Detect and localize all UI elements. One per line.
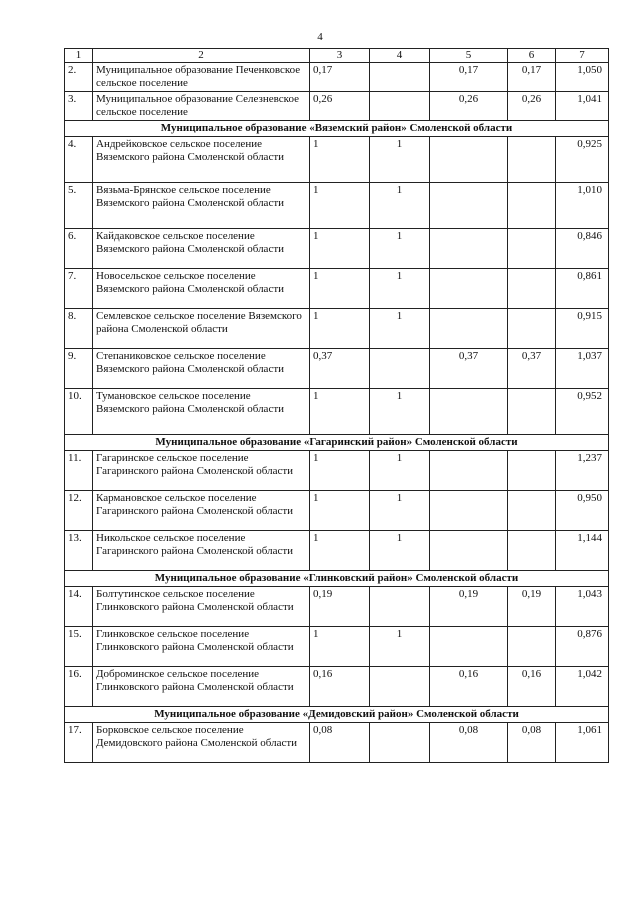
- value-cell-col5: [430, 229, 508, 269]
- value-cell-col5: [430, 531, 508, 571]
- settlement-name-cell: Глинковское сельское поселение Глинковского района Смоленской области: [93, 627, 310, 667]
- value-cell-col6: [508, 531, 556, 571]
- value-cell-col3: 0,08: [310, 723, 370, 763]
- value-cell-col7: 1,042: [556, 667, 609, 707]
- page-number: 4: [317, 31, 323, 43]
- table-row: [65, 92, 609, 121]
- value-cell-col7: 0,861: [556, 269, 609, 309]
- row-number-cell: 15.: [65, 627, 93, 667]
- table-row: [65, 63, 609, 92]
- value-cell-col3: 0,17: [310, 63, 370, 92]
- settlement-name-cell: Муниципальное образование Селезневское сельское поселение: [93, 92, 310, 121]
- value-cell-col5: [430, 451, 508, 491]
- settlement-name-cell: Доброминское сельское поселение Глинковского района Смоленской области: [93, 667, 310, 707]
- settlement-name-cell: Вязьма-Брянское сельское поселение Вяземского района Смоленской области: [93, 183, 310, 229]
- value-cell-col4: [370, 723, 430, 763]
- value-cell-col7: 1,237: [556, 451, 609, 491]
- table-row: [65, 183, 609, 229]
- value-cell-col3: 1: [310, 627, 370, 667]
- value-cell-col6: 0,08: [508, 723, 556, 763]
- value-cell-col4: 1: [370, 309, 430, 349]
- value-cell-col5: 0,19: [430, 587, 508, 627]
- value-cell-col6: 0,26: [508, 92, 556, 121]
- settlement-name-cell: Кайдаковское сельское поселение Вяземского района Смоленской области: [93, 229, 310, 269]
- settlement-name-cell: Гагаринское сельское поселение Гагаринского района Смоленской области: [93, 451, 310, 491]
- coefficients-table: [64, 48, 609, 763]
- value-cell-col4: [370, 587, 430, 627]
- table-row: [65, 451, 609, 491]
- settlement-name-cell: Болтутинское сельское поселение Глинковского района Смоленской области: [93, 587, 310, 627]
- value-cell-col4: 1: [370, 491, 430, 531]
- settlement-name-cell: Семлевское сельское поселение Вяземского района Смоленской области: [93, 309, 310, 349]
- column-number: 4: [370, 49, 430, 63]
- value-cell-col5: 0,08: [430, 723, 508, 763]
- value-cell-col4: 1: [370, 451, 430, 491]
- section-header-row: [65, 121, 609, 137]
- value-cell-col4: 1: [370, 627, 430, 667]
- value-cell-col5: [430, 309, 508, 349]
- settlement-name-cell: Борковское сельское поселение Демидовского района Смоленской области: [93, 723, 310, 763]
- value-cell-col7: 0,952: [556, 389, 609, 435]
- value-cell-col6: 0,16: [508, 667, 556, 707]
- value-cell-col5: [430, 627, 508, 667]
- value-cell-col5: [430, 137, 508, 183]
- table-row: [65, 137, 609, 183]
- row-number-cell: 14.: [65, 587, 93, 627]
- value-cell-col7: 1,061: [556, 723, 609, 763]
- value-cell-col3: 1: [310, 389, 370, 435]
- value-cell-col7: 1,041: [556, 92, 609, 121]
- row-number-cell: 7.: [65, 269, 93, 309]
- section-header-row: [65, 707, 609, 723]
- value-cell-col7: 0,876: [556, 627, 609, 667]
- column-number: 1: [65, 49, 93, 63]
- value-cell-col5: [430, 183, 508, 229]
- value-cell-col4: 1: [370, 389, 430, 435]
- value-cell-col6: [508, 309, 556, 349]
- table-row: [65, 389, 609, 435]
- value-cell-col4: [370, 92, 430, 121]
- value-cell-col5: [430, 269, 508, 309]
- value-cell-col6: [508, 627, 556, 667]
- value-cell-col3: 1: [310, 491, 370, 531]
- row-number-cell: 2.: [65, 63, 93, 92]
- value-cell-col3: 0,19: [310, 587, 370, 627]
- value-cell-col7: 1,144: [556, 531, 609, 571]
- value-cell-col7: 1,043: [556, 587, 609, 627]
- value-cell-col3: 1: [310, 269, 370, 309]
- value-cell-col4: [370, 63, 430, 92]
- value-cell-col4: 1: [370, 137, 430, 183]
- value-cell-col6: 0,17: [508, 63, 556, 92]
- column-number: 6: [508, 49, 556, 63]
- settlement-name-cell: Муниципальное образование Печенковское сельское поселение: [93, 63, 310, 92]
- table-row: [65, 309, 609, 349]
- value-cell-col5: 0,37: [430, 349, 508, 389]
- value-cell-col6: [508, 389, 556, 435]
- column-number: 2: [93, 49, 310, 63]
- value-cell-col6: [508, 491, 556, 531]
- column-number: 7: [556, 49, 609, 63]
- value-cell-col4: 1: [370, 269, 430, 309]
- settlement-name-cell: Новосельское сельское поселение Вяземского района Смоленской области: [93, 269, 310, 309]
- section-header-row: [65, 435, 609, 451]
- row-number-cell: 17.: [65, 723, 93, 763]
- table-row: [65, 723, 609, 763]
- row-number-cell: 12.: [65, 491, 93, 531]
- settlement-name-cell: Кармановское сельское поселение Гагаринского района Смоленской области: [93, 491, 310, 531]
- value-cell-col4: [370, 349, 430, 389]
- table-row: [65, 229, 609, 269]
- row-number-cell: 3.: [65, 92, 93, 121]
- value-cell-col4: 1: [370, 531, 430, 571]
- value-cell-col3: 0,16: [310, 667, 370, 707]
- value-cell-col4: 1: [370, 229, 430, 269]
- value-cell-col6: 0,37: [508, 349, 556, 389]
- value-cell-col5: [430, 389, 508, 435]
- value-cell-col3: 1: [310, 137, 370, 183]
- value-cell-col3: 1: [310, 309, 370, 349]
- settlement-name-cell: Степаниковское сельское поселение Вяземского района Смоленской области: [93, 349, 310, 389]
- value-cell-col4: 1: [370, 183, 430, 229]
- column-number-row: [65, 49, 609, 63]
- value-cell-col7: 1,037: [556, 349, 609, 389]
- table-row: [65, 667, 609, 707]
- value-cell-col5: [430, 491, 508, 531]
- value-cell-col7: 1,010: [556, 183, 609, 229]
- value-cell-col4: [370, 667, 430, 707]
- value-cell-col3: 0,37: [310, 349, 370, 389]
- settlement-name-cell: Тумановское сельское поселение Вяземского района Смоленской области: [93, 389, 310, 435]
- row-number-cell: 16.: [65, 667, 93, 707]
- row-number-cell: 5.: [65, 183, 93, 229]
- value-cell-col7: 0,950: [556, 491, 609, 531]
- table-row: [65, 627, 609, 667]
- row-number-cell: 4.: [65, 137, 93, 183]
- value-cell-col5: 0,26: [430, 92, 508, 121]
- section-title: Муниципальное образование «Гагаринский район» Смоленской области: [65, 435, 609, 451]
- value-cell-col6: [508, 137, 556, 183]
- value-cell-col3: 1: [310, 451, 370, 491]
- value-cell-col7: 1,050: [556, 63, 609, 92]
- value-cell-col5: 0,17: [430, 63, 508, 92]
- value-cell-col6: [508, 451, 556, 491]
- table-row: [65, 531, 609, 571]
- table-row: [65, 587, 609, 627]
- value-cell-col3: 1: [310, 531, 370, 571]
- row-number-cell: 11.: [65, 451, 93, 491]
- value-cell-col3: 1: [310, 229, 370, 269]
- column-number: 3: [310, 49, 370, 63]
- section-title: Муниципальное образование «Вяземский район» Смоленской области: [65, 121, 609, 137]
- value-cell-col3: 0,26: [310, 92, 370, 121]
- value-cell-col7: 0,846: [556, 229, 609, 269]
- value-cell-col6: [508, 269, 556, 309]
- value-cell-col3: 1: [310, 183, 370, 229]
- section-title: Муниципальное образование «Демидовский район» Смоленской области: [65, 707, 609, 723]
- row-number-cell: 10.: [65, 389, 93, 435]
- table-row: [65, 491, 609, 531]
- value-cell-col7: 0,915: [556, 309, 609, 349]
- section-title: Муниципальное образование «Глинковский район» Смоленской области: [65, 571, 609, 587]
- table-row: [65, 349, 609, 389]
- value-cell-col7: 0,925: [556, 137, 609, 183]
- value-cell-col5: 0,16: [430, 667, 508, 707]
- row-number-cell: 8.: [65, 309, 93, 349]
- settlement-name-cell: Андрейковское сельское поселение Вяземского района Смоленской области: [93, 137, 310, 183]
- value-cell-col6: [508, 183, 556, 229]
- table-row: [65, 269, 609, 309]
- value-cell-col6: [508, 229, 556, 269]
- settlement-name-cell: Никольское сельское поселение Гагаринского района Смоленской области: [93, 531, 310, 571]
- table-body: [65, 49, 609, 763]
- row-number-cell: 9.: [65, 349, 93, 389]
- section-header-row: [65, 571, 609, 587]
- value-cell-col6: 0,19: [508, 587, 556, 627]
- column-number: 5: [430, 49, 508, 63]
- row-number-cell: 6.: [65, 229, 93, 269]
- row-number-cell: 13.: [65, 531, 93, 571]
